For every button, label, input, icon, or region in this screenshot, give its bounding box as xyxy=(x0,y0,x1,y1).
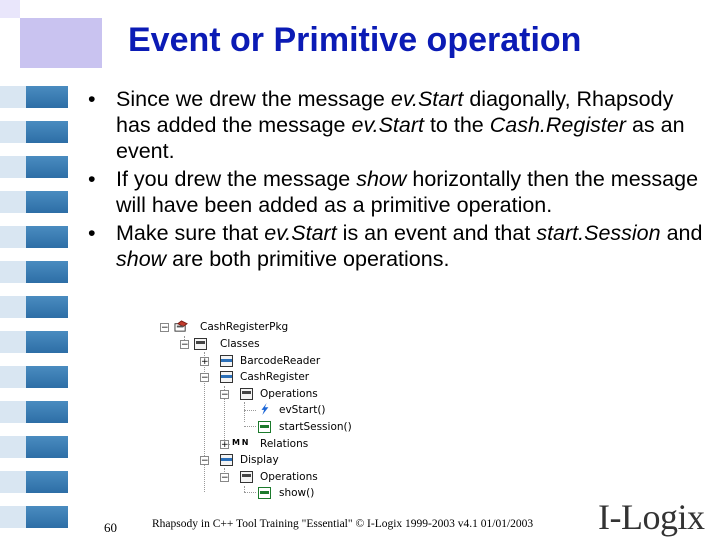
bullet-emphasis: show xyxy=(116,247,167,271)
bullet-text: as an event. xyxy=(116,113,685,163)
bullet-list xyxy=(88,86,708,274)
package-icon xyxy=(174,320,188,333)
tree-label: Classes xyxy=(220,338,260,350)
relations-icon: M N xyxy=(232,438,248,447)
collapse-toggle[interactable]: − xyxy=(161,323,169,333)
bullet-text: horizontally then the message will have been added as a primitive operation. xyxy=(116,167,699,217)
tree-label: Operations xyxy=(260,471,318,483)
collapse-toggle[interactable]: − xyxy=(181,340,189,350)
footer-text: Rhapsody in C++ Tool Training "Essential" © I-Logix 1999-2003 v4.1 01/01/2003 xyxy=(152,518,534,530)
tree-label: BarcodeReader xyxy=(240,355,321,367)
bullet-item xyxy=(88,86,708,164)
expand-toggle[interactable]: + xyxy=(221,440,229,450)
class-icon xyxy=(220,371,233,383)
bullet-marker: • xyxy=(88,221,96,245)
classes-folder-icon xyxy=(194,338,207,350)
slide-title: Event or Primitive operation xyxy=(128,21,582,59)
page-number: 60 xyxy=(104,520,117,535)
tree-label: evStart() xyxy=(279,404,326,416)
collapse-toggle[interactable]: − xyxy=(201,373,209,383)
tree-label: startSession() xyxy=(279,421,352,433)
operation-icon xyxy=(258,421,271,433)
event-lightning-icon xyxy=(258,403,271,415)
bullet-text: If you drew the message xyxy=(116,167,357,191)
class-icon xyxy=(220,355,233,367)
bullet-emphasis: Cash.Register xyxy=(489,113,626,137)
bullet-text: Since we drew the message xyxy=(116,87,391,111)
tree-label: Relations xyxy=(260,438,309,450)
bullet-emphasis: ev.Start xyxy=(264,221,337,245)
decorative-corner-tint xyxy=(0,0,20,18)
model-browser-tree xyxy=(150,316,410,504)
bullet-marker: • xyxy=(88,167,96,191)
bullet-text: diagonally, Rhapsody has added the message xyxy=(116,87,674,137)
tree-label: show() xyxy=(279,487,315,499)
bullet-emphasis: start.Session xyxy=(536,221,661,245)
bullet-marker: • xyxy=(88,87,96,111)
operation-icon xyxy=(258,487,271,499)
collapse-toggle[interactable]: − xyxy=(221,473,229,483)
bullet-text: and xyxy=(660,221,703,245)
decorative-corner-block xyxy=(20,18,102,68)
ilogix-logo: I-Logix xyxy=(598,497,705,537)
bullet-emphasis: ev.Start xyxy=(390,87,464,111)
bullet-text: to the xyxy=(423,113,490,137)
bullet-text: Make sure that xyxy=(116,221,265,245)
bullet-item xyxy=(88,166,708,218)
tree-label: Display xyxy=(240,454,279,466)
bullet-item xyxy=(88,220,708,272)
bullet-emphasis: ev.Start xyxy=(351,113,424,137)
operations-folder-icon xyxy=(240,471,253,483)
tree-label: Operations xyxy=(260,388,318,400)
bullet-text: are both primitive operations. xyxy=(166,247,450,271)
tree-label: CashRegisterPkg xyxy=(200,321,289,333)
bullet-text: is an event and that xyxy=(336,221,537,245)
collapse-toggle[interactable]: − xyxy=(201,456,209,466)
collapse-toggle[interactable]: − xyxy=(221,390,229,400)
operations-folder-icon xyxy=(240,388,253,400)
class-icon xyxy=(220,454,233,466)
tree-label: CashRegister xyxy=(240,371,310,383)
expand-toggle[interactable]: + xyxy=(201,357,209,367)
bullet-emphasis: show xyxy=(356,167,407,191)
